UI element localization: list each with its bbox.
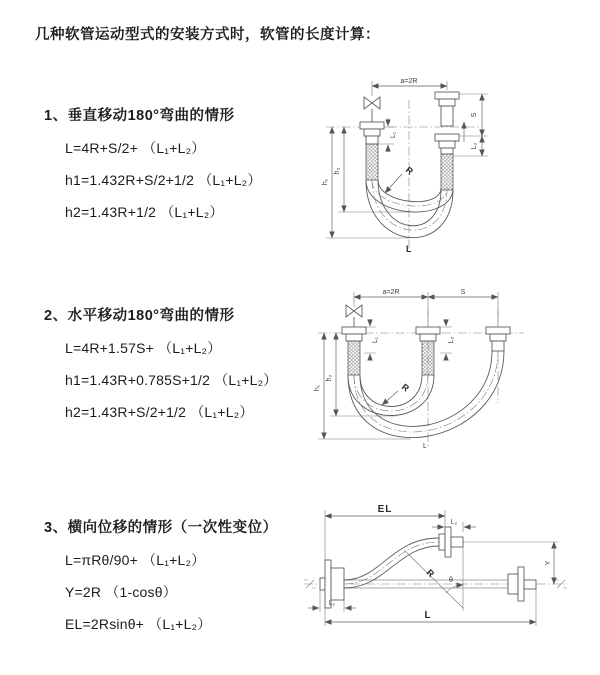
page-title: 几种软管运动型式的安装方式时，软管的长度计算： (35, 27, 380, 43)
formula-h1: h1=1.432R+S/2+1/2 （L₁+L₂） (65, 172, 262, 188)
dim-label-y: Y (545, 560, 552, 566)
radius-line (404, 550, 463, 608)
section-1-heading: 1、垂直移动180°弯曲的情形 (44, 108, 235, 124)
radius-label: R (424, 567, 437, 580)
dim-label-h2: h₂ (326, 374, 333, 382)
dim-label-el: EL (377, 504, 393, 515)
section-2-formulas (65, 338, 278, 422)
dim-label-h1: h₁ (314, 384, 321, 392)
dim-label-s: S (460, 289, 466, 296)
section-lateral-displacement (44, 516, 278, 634)
dim-label-l1: L₁ (390, 131, 397, 139)
length-label: L (424, 610, 432, 621)
left-hose-fitting (360, 122, 384, 180)
radius-label: R (399, 381, 412, 394)
valve-icon (346, 305, 362, 327)
formula-EL: EL=2Rsinθ+ （L₁+L₂） (65, 616, 212, 632)
centerlines (326, 100, 480, 252)
formula-h2: h2=1.43R+S/2+1/2 （L₁+L₂） (65, 404, 254, 420)
section-3-heading: 3、横向位移的情形（一次性变位） (44, 520, 278, 536)
length-label: L (406, 244, 412, 254)
dim-label-l1: L₁ (372, 336, 379, 344)
formula-L: L=4R+1.57S+ （L₁+L₂） (65, 340, 222, 356)
dim-label-a2r: a=2R (400, 78, 418, 85)
formula-L: L=πRθ/90+ （L₁+L₂） (65, 552, 206, 568)
section-3-formulas (65, 550, 278, 634)
right-hose-fitting (435, 92, 459, 190)
section-1-formulas (65, 138, 262, 222)
length-label: L (423, 443, 427, 450)
section-vertical-movement (44, 104, 262, 222)
dim-label-a2r: a=2R (382, 289, 400, 296)
formula-Y: Y=2R （1-cosθ） (65, 584, 177, 600)
angle-arc (446, 585, 463, 593)
middle-hose-fitting (416, 327, 440, 375)
left-hose-fitting (342, 327, 366, 375)
radius-leader (382, 391, 398, 405)
diagram-horizontal-180-bend (306, 283, 556, 453)
displaced-flange-fitting (439, 527, 463, 557)
hose-s-curve (344, 538, 439, 588)
dim-label-l2: L₂ (450, 519, 458, 526)
dim-label-l2: L₂ (471, 142, 478, 150)
valve-icon (364, 97, 380, 122)
hose-arcs (366, 180, 453, 238)
extension-lines (326, 81, 488, 238)
formula-L: L=4R+S/2+ （L₁+L₂） (65, 140, 206, 156)
dim-label-s: S (471, 112, 478, 118)
section-2-heading: 2、水平移动180°弯曲的情形 (44, 308, 235, 324)
dimension-lines (332, 86, 482, 238)
diagram-vertical-180-bend (312, 70, 522, 255)
dim-label-l2: L₂ (448, 336, 455, 344)
diagram-lateral-displacement (296, 496, 596, 646)
section-horizontal-movement (44, 304, 278, 422)
dim-label-h2: h₂ (334, 167, 341, 175)
formula-h1: h1=1.43R+0.785S+1/2 （L₁+L₂） (65, 372, 278, 388)
dim-label-h1: h₁ (322, 178, 329, 186)
radius-label: R (403, 164, 416, 177)
dim-label-l1: L₁ (328, 600, 336, 607)
formula-h2: h2=1.43R+1/2 （L₁+L₂） (65, 204, 224, 220)
right-hose-fitting (486, 327, 510, 351)
radius-leader (385, 174, 402, 193)
angle-label: θ (449, 577, 453, 584)
